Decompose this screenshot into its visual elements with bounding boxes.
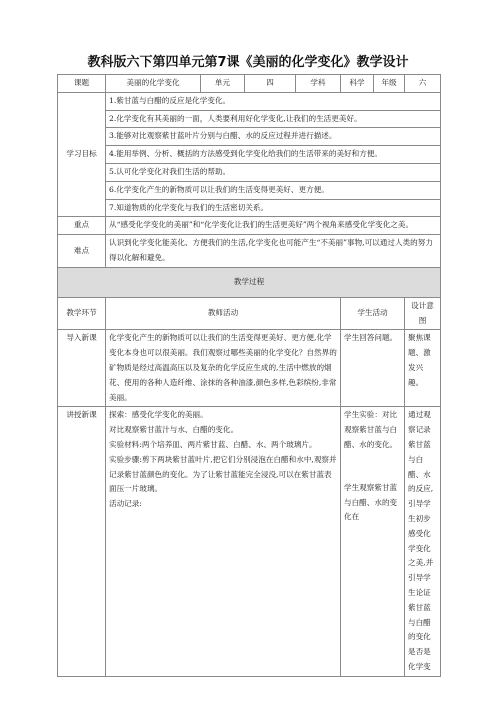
teacher-line: 探索：感受化学变化的美丽。: [109, 410, 208, 420]
student-activity-intro: 学生回答问题。: [341, 330, 405, 407]
difficulty-text: 认识到化学变化能美化、方便我们的生活,化学变化也可能产生“不美丽”事物,可以通过人类的努力得以化解和避免。: [106, 235, 441, 268]
teacher-line: 实验步骤:剪下两块紫甘蓝叶片,把它们分别浸泡在白醋和水中,观察并记录紫甘蓝颜色的变化。为了让紫甘蓝能完全浸没,可以在紫甘蓝表面压一片玻璃。: [109, 454, 337, 494]
col-intent: 设计意图: [405, 297, 441, 330]
difficulty-label: 难点: [58, 235, 106, 268]
process-columns-row: [58, 297, 441, 330]
teacher-line: 活动记录:: [109, 499, 142, 509]
lesson-plan-table: [57, 74, 441, 677]
process-row-intro: [58, 330, 441, 407]
grade-label: 年级: [374, 75, 405, 93]
objectives-row: [58, 92, 441, 217]
process-row-new-lesson: [58, 407, 441, 676]
objective-item: 4.能用举例、分析、概括的方法感受到化学变化给我们的生活带来的美好和方便。: [106, 146, 440, 164]
process-heading: 教学过程: [58, 267, 441, 297]
subject-value: 科学: [341, 75, 374, 93]
student-line: 学生实验：对比观察紫甘蓝与白醋、水的变化。: [344, 410, 398, 449]
topic-value: 美丽的化学变化: [106, 75, 201, 93]
key-point-text: 从“感受化学变化的美丽”和“化学变化让我们的生活更美好”两个视角来感受化学变化之美。: [106, 217, 441, 235]
design-intent-intro: 聚焦课题、激发兴趣。: [405, 330, 441, 407]
stage-new-lesson: 讲授新课: [58, 407, 106, 676]
col-teacher: 教师活动: [106, 297, 341, 330]
teacher-line: 对比观察紫甘蓝汁与水、白醋的变化。: [109, 425, 239, 435]
objectives-list: [106, 92, 441, 217]
stage-intro: 导入新课: [58, 330, 106, 407]
key-point-label: 重点: [58, 217, 106, 235]
col-student: 学生活动: [341, 297, 405, 330]
design-intent-new-lesson: 通过观察记录紫甘蓝与白醋、水的反应,引导学生初步感受化学变化之美,并引导学生论证紫甘蓝与白醋的变化是否是化学变: [405, 407, 441, 676]
header-row: [58, 75, 441, 93]
process-heading-row: [58, 267, 441, 297]
teacher-activity-new-lesson: [106, 407, 341, 676]
objective-item: 3.能够对比观察紫甘蓝叶片分别与白醋、水的反应过程并进行描述。: [106, 128, 440, 146]
document-title: 教科版六下第四单元第7课《美丽的化学变化》教学设计: [87, 55, 409, 70]
objective-item: 6.化学变化产生的新物质可以让我们的生活变得更美好、更方便。: [106, 182, 440, 200]
teacher-activity-intro: 化学变化产生的新物质可以让我们的生活变得更美好、更方便,化学变化本身也可以很美丽。我们观察过哪些美丽的化学变化？自然界的矿物质是经过高温高压以及复杂的化学反应生成的,生活中燃放的烟花、使用的各种人造纤维、涂抹的各种油漆,颜色多样,色彩缤纷,非常美丽。: [106, 330, 341, 407]
objectives-label: 学习目标: [58, 92, 106, 217]
objective-item: 7.知道物质的化学变化与我们的生活密切关系。: [109, 202, 269, 212]
unit-value: 四: [245, 75, 296, 93]
unit-label: 单元: [201, 75, 245, 93]
col-stage: 教学环节: [58, 297, 106, 330]
key-point-row: [58, 217, 441, 235]
grade-value: 六: [405, 75, 441, 93]
student-line: 学生观察紫甘蓝与白醋、水的变化在: [344, 482, 398, 522]
objective-item: 5.认可化学变化对我们生活的帮助。: [106, 164, 440, 182]
teacher-line: 实验材料:两个培养皿、两片紫甘蓝、白醋、水、两个玻璃片。: [109, 439, 317, 449]
objective-item: 2.化学变化有其美丽的一面，人类要利用好化学变化,让我们的生活更美好。: [106, 111, 440, 129]
student-activity-new-lesson: [341, 407, 405, 676]
objective-item: 1.紫甘蓝与白醋的反应是化学变化。: [106, 93, 440, 111]
subject-label: 学科: [296, 75, 341, 93]
difficulty-row: [58, 235, 441, 268]
topic-label: 课题: [58, 75, 106, 93]
